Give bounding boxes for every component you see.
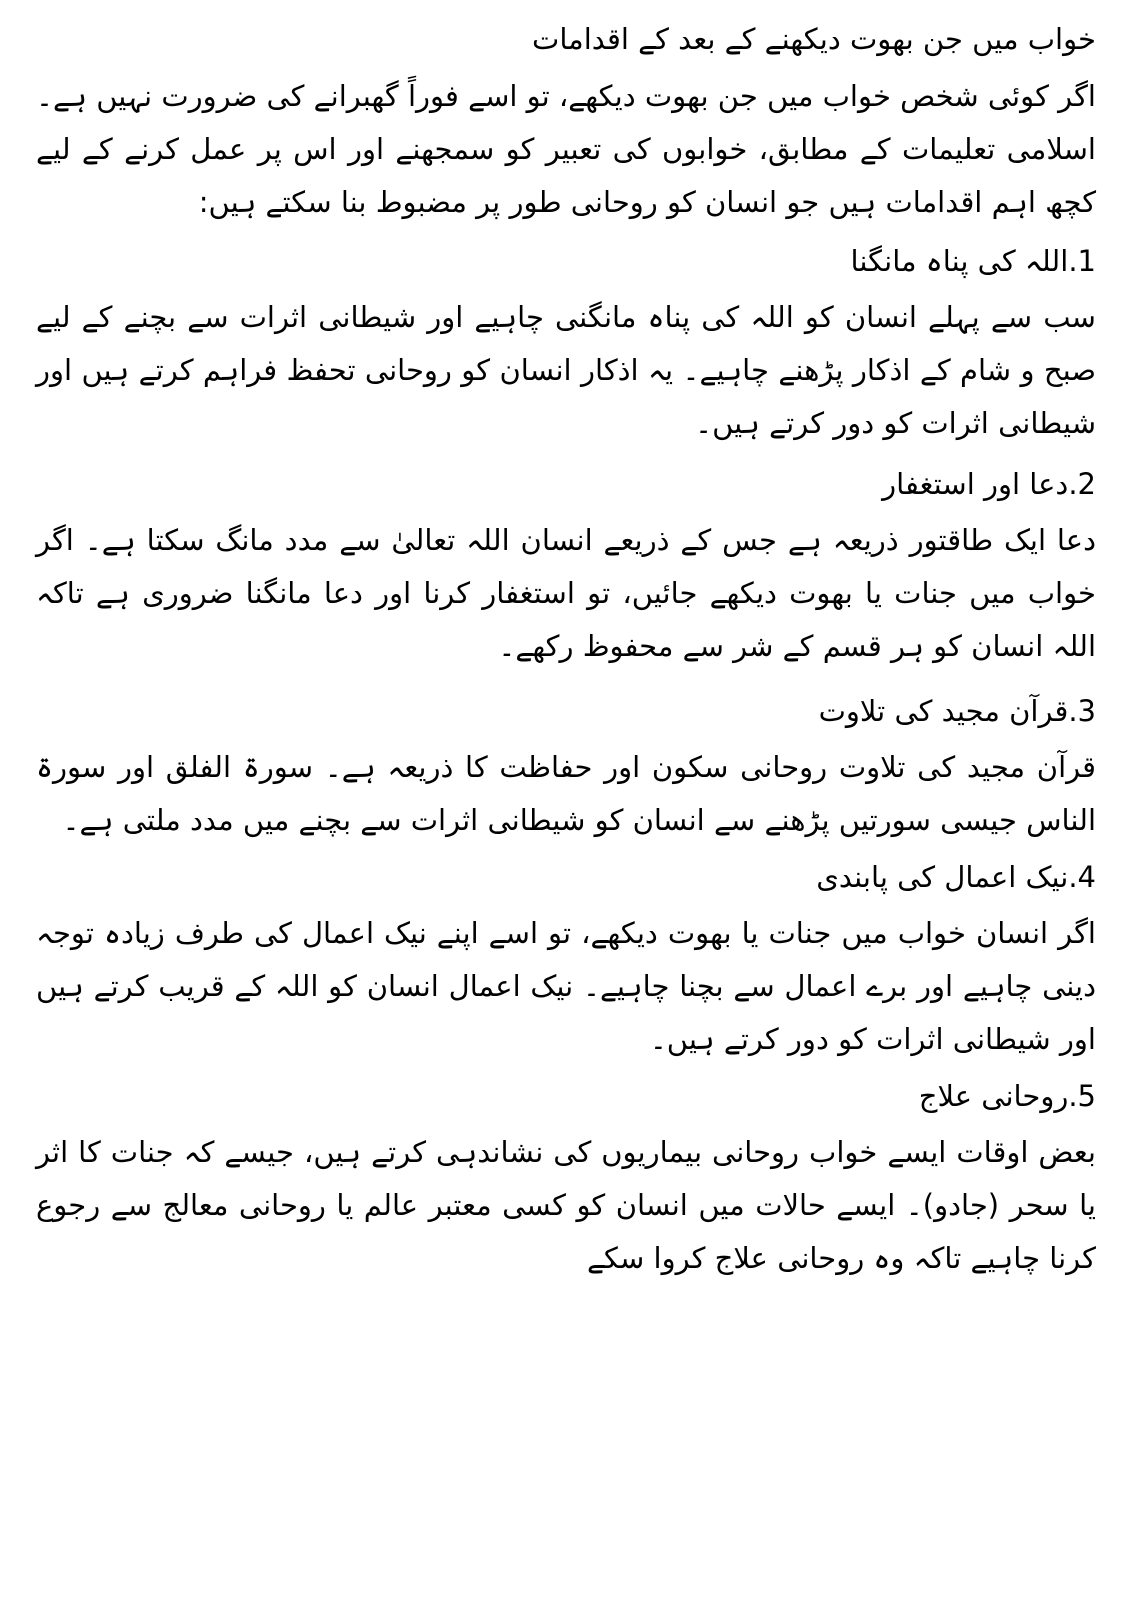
section-body-3: قرآن مجید کی تلاوت روحانی سکون اور حفاظت کا ذریعہ ہے۔ سورۃ الفلق اور سورۃ الناس جیسی سورتیں پڑھنے سے انسان کو شیطانی اثرات سے بچنے میں مدد ملتی ہے۔ [36, 750, 1096, 837]
section-heading-text: قرآن مجید کی تلاوت [818, 694, 1069, 728]
section-heading-text: اللہ کی پناہ مانگنا [850, 244, 1069, 278]
section-heading-5 [36, 1066, 1096, 1126]
section-body-2: دعا ایک طاقتور ذریعہ ہے جس کے ذریعے انسان اللہ تعالیٰ سے مدد مانگ سکتا ہے۔ اگر خواب میں جنات یا بھوت دیکھے جائیں، تو استغفار کرنا اور دعا مانگنا ضروری ہے تاکہ اللہ انسان کو ہر قسم کے شر سے محفوظ رکھے۔ [36, 523, 1096, 663]
section-body-5: بعض اوقات ایسے خواب روحانی بیماریوں کی نشاندہی کرتے ہیں، جیسے کہ جنات کا اثر یا سحر (جادو)۔ ایسے حالات میں انسان کو کسی معتبر عالم یا روحانی معالج سے رجوع کرنا چاہیے تاکہ وہ روحانی علاج کروا سکے [36, 1135, 1096, 1275]
section-heading-3 [36, 681, 1096, 741]
section-heading-4 [36, 847, 1096, 907]
document-title: خواب میں جن بھوت دیکھنے کے بعد کے اقدامات [532, 22, 1096, 56]
section-body-1: سب سے پہلے انسان کو اللہ کی پناہ مانگنی چاہیے اور شیطانی اثرات سے بچنے کے لیے صبح و شام کے اذکار پڑھنے چاہیے۔ یہ اذکار انسان کو روحانی تحفظ فراہم کرتے ہیں اور شیطانی اثرات کو دور کرتے ہیں۔ [36, 300, 1096, 440]
section-heading-text: روحانی علاج [918, 1079, 1069, 1113]
section-number: 5. [1068, 1079, 1096, 1113]
intro-paragraph: اگر کوئی شخص خواب میں جن بھوت دیکھے، تو اسے فوراً گھبرانے کی ضرورت نہیں ہے۔ اسلامی تعلیمات کے مطابق، خوابوں کی تعبیر کو سمجھنے اور اس پر عمل کرنے کے لیے کچھ اہم اقدامات ہیں جو انسان کو روحانی طور پر مضبوط بنا سکتے ہیں: [36, 79, 1096, 219]
section-heading-text: دعا اور استغفار [882, 467, 1069, 501]
section-number: 1. [1068, 244, 1096, 278]
section-number: 3. [1068, 694, 1096, 728]
section-heading-1 [36, 231, 1096, 291]
section-heading-text: نیک اعمال کی پابندی [816, 860, 1069, 894]
section-heading-2 [36, 454, 1096, 514]
document-page [36, 0, 1096, 1600]
section-number: 2. [1068, 467, 1096, 501]
section-body-4: اگر انسان خواب میں جنات یا بھوت دیکھے، تو اسے اپنے نیک اعمال کی طرف زیادہ توجہ دینی چاہیے اور برے اعمال سے بچنا چاہیے۔ نیک اعمال انسان کو اللہ کے قریب کرتے ہیں اور شیطانی اثرات کو دور کرتے ہیں۔ [36, 916, 1096, 1056]
section-number: 4. [1068, 860, 1096, 894]
